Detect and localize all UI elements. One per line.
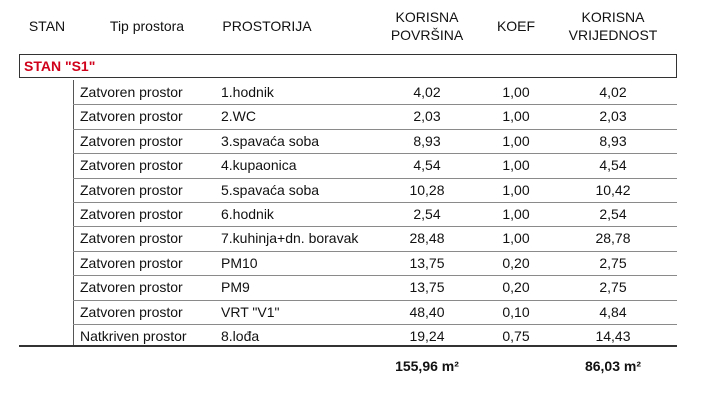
cell-koef: 0,20 (502, 279, 530, 296)
cell-koef: 0,10 (502, 303, 530, 320)
row-gridline (73, 251, 677, 252)
cell-koef: 1,00 (502, 132, 530, 149)
cell-koef: 1,00 (502, 206, 530, 222)
cell-koef: 1,00 (502, 157, 530, 174)
cell-korisna-vrijednost: 4,54 (599, 157, 627, 174)
table-row (0, 153, 712, 177)
table-row (0, 202, 712, 226)
cell-korisna-vrijednost: 28,78 (595, 230, 631, 247)
cell-korisna-povrsina: 13,75 (409, 254, 445, 271)
cell-koef: 1,00 (502, 84, 530, 100)
cell-tip-prostora: Zatvoren prostor (80, 157, 183, 174)
table-row (0, 226, 712, 250)
table-row (0, 129, 712, 153)
cell-korisna-vrijednost: 8,93 (599, 132, 627, 149)
cell-tip-prostora: Zatvoren prostor (80, 84, 183, 100)
cell-korisna-povrsina: 13,75 (409, 279, 445, 296)
cell-korisna-povrsina: 4,02 (413, 84, 441, 100)
table-row (0, 251, 712, 275)
cell-prostorija: 8.lođa (221, 328, 260, 344)
cell-korisna-povrsina: 10,28 (409, 181, 445, 198)
total-value: 86,03 m² (584, 358, 642, 374)
cell-korisna-povrsina: 2,03 (413, 108, 441, 125)
cell-tip-prostora: Natkriven prostor (80, 328, 187, 344)
cell-prostorija: 6.hodnik (221, 206, 274, 222)
cell-korisna-vrijednost: 10,42 (595, 181, 631, 198)
totals-row (0, 354, 712, 378)
table-row (0, 178, 712, 202)
cell-korisna-vrijednost: 2,54 (599, 206, 627, 222)
cell-koef: 1,00 (502, 230, 530, 247)
header-korisna-vrijednost: KORISNA VRIJEDNOST (568, 9, 658, 43)
cell-prostorija: 5.spavaća soba (221, 181, 320, 198)
cell-prostorija: PM9 (221, 279, 250, 296)
cell-tip-prostora: Zatvoren prostor (80, 206, 183, 222)
cell-korisna-vrijednost: 14,43 (595, 328, 631, 344)
cell-korisna-povrsina: 2,54 (413, 206, 441, 222)
header-tip-prostora: Tip prostora (109, 18, 185, 34)
row-gridline (73, 104, 677, 105)
header-koef: KOEF (496, 18, 536, 34)
cell-korisna-povrsina: 28,48 (409, 230, 445, 247)
totals-divider (19, 345, 677, 347)
cell-koef: 0,20 (502, 254, 530, 271)
table-header (0, 0, 712, 52)
row-gridline (73, 275, 677, 276)
cell-tip-prostora: Zatvoren prostor (80, 303, 183, 320)
cell-tip-prostora: Zatvoren prostor (80, 132, 183, 149)
total-area: 155,96 m² (395, 358, 459, 374)
row-gridline (73, 129, 677, 130)
cell-korisna-povrsina: 19,24 (409, 328, 445, 344)
cell-prostorija: 4.kupaonica (221, 157, 297, 174)
cell-koef: 1,00 (502, 181, 530, 198)
header-korisna-povrsina: KORISNA POVRŠINA (390, 9, 464, 43)
header-prostorija: PROSTORIJA (222, 18, 312, 34)
cell-tip-prostora: Zatvoren prostor (80, 181, 183, 198)
cell-prostorija: VRT "V1" (221, 303, 280, 320)
cell-tip-prostora: Zatvoren prostor (80, 279, 183, 296)
cell-prostorija: 2.WC (221, 108, 256, 125)
cell-koef: 1,00 (502, 108, 530, 125)
table-row (0, 104, 712, 128)
table-row (0, 275, 712, 299)
cell-prostorija: 3.spavaća soba (221, 132, 320, 149)
row-gridline (73, 300, 677, 301)
cell-korisna-vrijednost: 2,03 (599, 108, 627, 125)
row-gridline (73, 153, 677, 154)
cell-korisna-povrsina: 8,93 (413, 132, 441, 149)
cell-prostorija: 1.hodnik (221, 84, 274, 100)
cell-korisna-povrsina: 4,54 (413, 157, 441, 174)
section-title: STAN "S1" (19, 54, 677, 78)
cell-tip-prostora: Zatvoren prostor (80, 108, 183, 125)
cell-prostorija: PM10 (221, 254, 258, 271)
cell-korisna-vrijednost: 2,75 (599, 254, 627, 271)
cell-tip-prostora: Zatvoren prostor (80, 230, 183, 247)
cell-korisna-vrijednost: 4,84 (599, 303, 627, 320)
row-gridline (73, 178, 677, 179)
cell-koef: 0,75 (502, 328, 530, 344)
cell-prostorija: 7.kuhinja+dn. boravak (221, 230, 359, 247)
cell-korisna-povrsina: 48,40 (409, 303, 445, 320)
table-row (0, 80, 712, 104)
cell-tip-prostora: Zatvoren prostor (80, 254, 183, 271)
row-gridline (73, 202, 677, 203)
row-gridline (73, 226, 677, 227)
table-row (0, 300, 712, 324)
cell-korisna-vrijednost: 4,02 (599, 84, 627, 100)
cell-korisna-vrijednost: 2,75 (599, 279, 627, 296)
header-stan: STAN (28, 18, 66, 34)
row-gridline (73, 324, 677, 325)
